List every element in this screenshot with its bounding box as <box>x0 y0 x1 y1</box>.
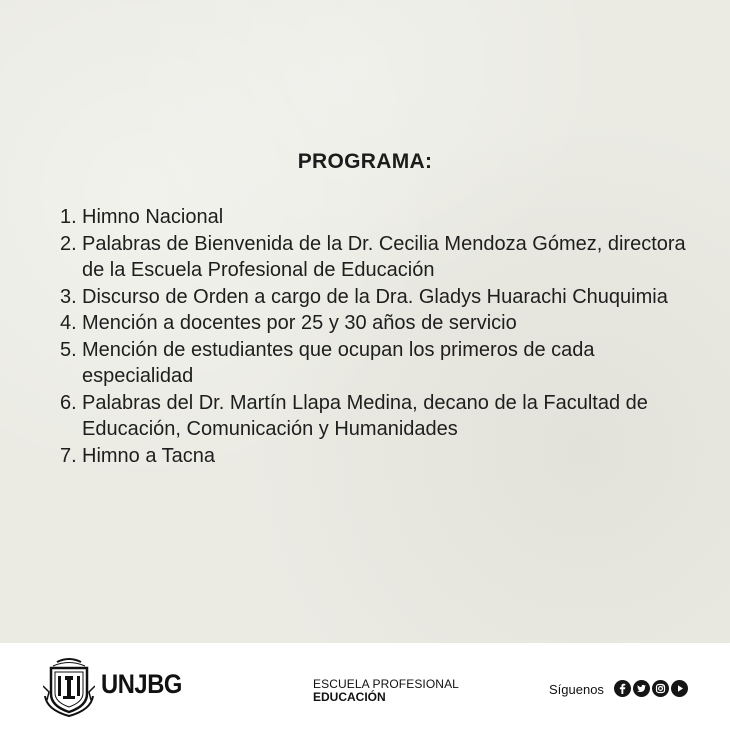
item-text: Mención de estudiantes que ocupan los primeros de cada especialidad <box>82 338 595 387</box>
item-text: Palabras del Dr. Martín Llapa Medina, decano de la Facultad de Educación, Comunicación y Humanidades <box>82 391 648 440</box>
list-item <box>60 390 700 443</box>
item-text: Himno a Tacna <box>82 444 216 467</box>
item-text: Discurso de Orden a cargo de la Dra. Gladys Huarachi Chuquimia <box>82 285 668 308</box>
item-number: 7. <box>60 444 77 467</box>
item-text: Palabras de Bienvenida de la Dr. Cecilia Mendoza Gómez, directora de la Escuela Profesional de Educación <box>82 232 686 281</box>
social-icons <box>614 680 688 697</box>
item-number: 4. <box>60 312 77 334</box>
youtube-icon[interactable] <box>671 680 688 697</box>
school-name <box>313 678 459 704</box>
twitter-icon[interactable] <box>633 680 650 697</box>
list-item <box>60 231 700 284</box>
program-list <box>60 204 700 469</box>
list-item <box>60 204 700 231</box>
item-number: 3. <box>60 285 77 308</box>
item-text: Himno Nacional <box>82 206 224 228</box>
list-item <box>60 284 700 311</box>
university-seal-icon <box>43 656 95 718</box>
facebook-icon[interactable] <box>614 680 631 697</box>
university-logo-text: UNJBG <box>101 669 182 699</box>
program-heading: PROGRAMA: <box>297 150 433 173</box>
list-item <box>60 337 700 390</box>
item-number: 6. <box>60 391 77 414</box>
item-number: 2. <box>60 232 77 255</box>
item-number: 1. <box>60 206 77 228</box>
list-item <box>60 443 700 470</box>
school-line-2: EDUCACIÓN <box>313 690 386 704</box>
follow-label: Síguenos <box>549 682 604 697</box>
item-text: Mención a docentes por 25 y 30 años de servicio <box>82 312 517 334</box>
school-line-1: ESCUELA PROFESIONAL <box>313 677 459 691</box>
list-item <box>60 310 700 337</box>
instagram-icon[interactable] <box>652 680 669 697</box>
item-number: 5. <box>60 338 77 361</box>
footer-bar <box>0 643 730 730</box>
